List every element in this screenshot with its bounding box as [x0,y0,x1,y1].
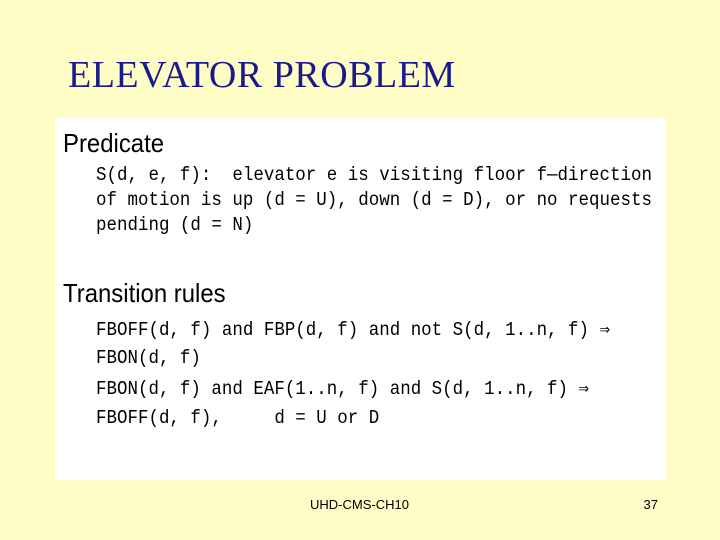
predicate-heading: Predicate [63,128,165,158]
slide-number: 37 [643,497,658,512]
predicate-line: S(d, e, f): elevator e is visiting floor f—direction [96,164,652,186]
rule-line: FBON(d, f) and EAF(1..n, f) and S(d, 1..n, f) ⇒ [96,378,590,400]
slide-title: ELEVATOR PROBLEM [68,54,456,96]
predicate-line: of motion is up (d = U), down (d = D), or no requests [96,189,652,211]
transition-rules-heading: Transition rules [63,278,226,308]
content-panel [55,118,666,480]
footer-text: UHD-CMS-CH10 [310,497,409,512]
predicate-line: pending (d = N) [96,214,254,236]
rule-line: FBON(d, f) [96,347,201,369]
rule-line: FBOFF(d, f), d = U or D [96,407,380,429]
rule-line: FBOFF(d, f) and FBP(d, f) and not S(d, 1..n, f) ⇒ [96,319,611,341]
